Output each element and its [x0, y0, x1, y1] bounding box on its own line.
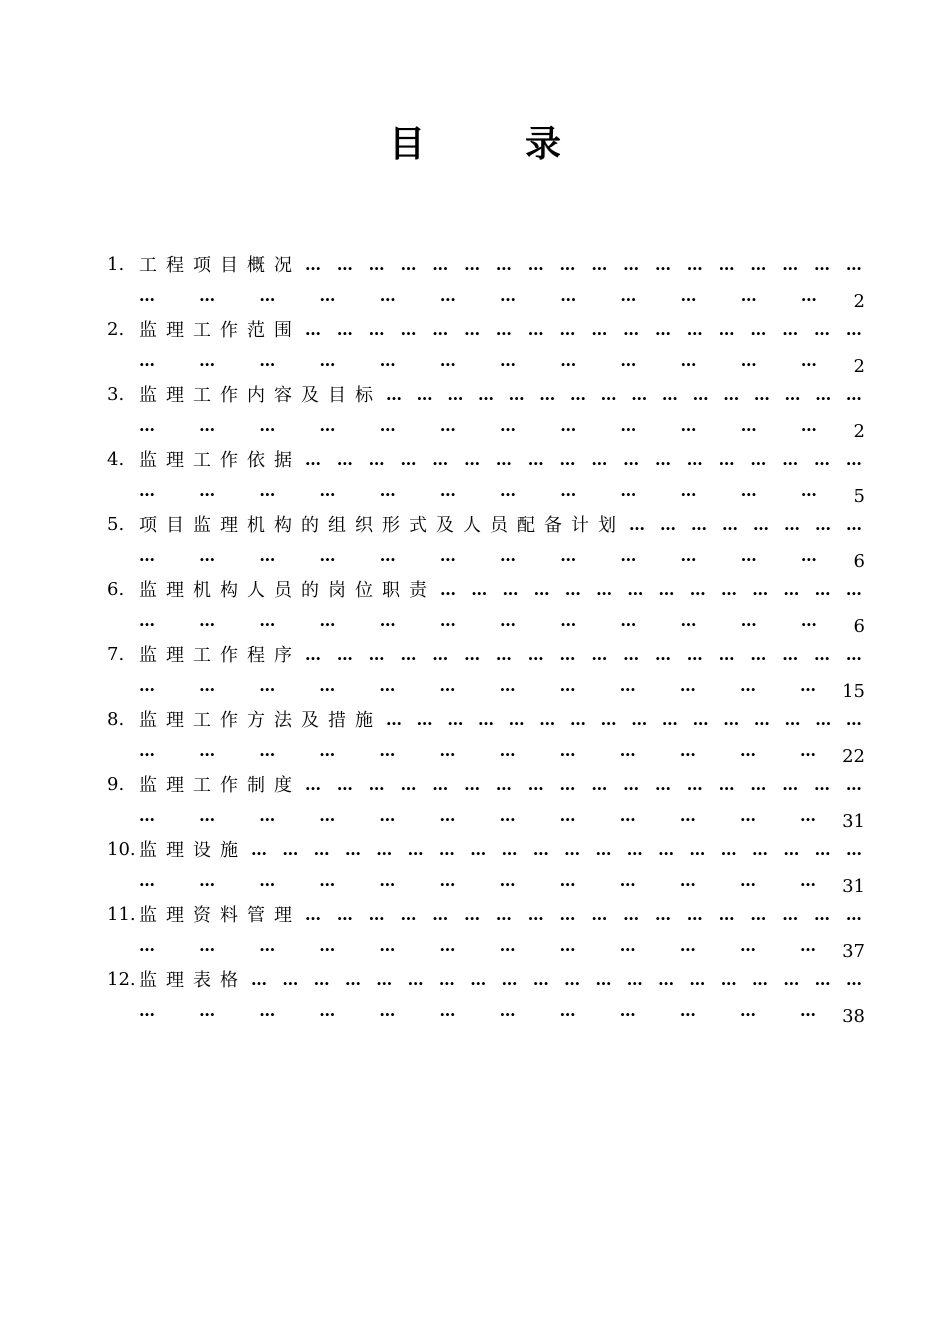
toc-dot-leader: … … … … … … … … … … … … … … … … … … — [305, 254, 862, 274]
toc-entry-leader-line — [139, 865, 865, 895]
table-of-contents — [0, 250, 950, 1030]
toc-entry-title: 监理工作依据 — [139, 450, 301, 471]
toc-heading-char-1: 目 — [388, 123, 425, 165]
toc-entry-page-number: 2 — [853, 420, 865, 442]
toc-entry-number: 10. — [107, 838, 136, 860]
toc-dot-leader: … … … … … … … … … … … … … … — [440, 579, 862, 599]
toc-entry-page-number: 37 — [842, 940, 865, 962]
toc-entry-number: 11. — [107, 903, 136, 925]
toc-entry-title: 监理设施 — [139, 840, 247, 861]
toc-entry[interactable] — [0, 640, 950, 705]
toc-dot-leader: … … … … … … … … … … … … — [139, 805, 817, 825]
toc-dot-leader: … … … … … … … … … … … … — [139, 545, 817, 565]
toc-entry-title-line — [107, 965, 862, 993]
toc-entry[interactable] — [0, 250, 950, 315]
toc-entry-title-line — [107, 900, 862, 928]
toc-dot-leader: … … … … … … … … … … … … — [139, 740, 817, 760]
toc-entry[interactable] — [0, 510, 950, 575]
toc-entry[interactable] — [0, 900, 950, 965]
toc-entry[interactable] — [0, 575, 950, 640]
toc-dot-leader: … … … … … … … … … … … … — [139, 285, 817, 305]
toc-entry-leader-line — [139, 995, 865, 1025]
toc-entry-title: 监理资料管理 — [139, 905, 301, 926]
toc-entry-number: 8. — [107, 708, 125, 730]
toc-entry-page-number: 6 — [853, 615, 865, 637]
toc-dot-leader: … … … … … … … … … … … … … … … … … … — [305, 644, 862, 664]
toc-heading — [0, 122, 950, 166]
toc-entry-leader-line — [139, 735, 865, 765]
toc-entry-leader-line — [139, 410, 865, 440]
toc-entry-number: 1. — [107, 253, 125, 275]
toc-dot-leader: … … … … … … … … … … … … … … … … — [386, 709, 862, 729]
toc-entry[interactable] — [0, 315, 950, 380]
toc-entry-page-number: 6 — [853, 550, 865, 572]
toc-entry-title-line — [107, 835, 862, 863]
toc-entry-number: 2. — [107, 318, 125, 340]
toc-dot-leader: … … … … … … … … … … … … — [139, 675, 817, 695]
toc-entry[interactable] — [0, 380, 950, 445]
toc-entry-number: 12. — [107, 968, 136, 990]
toc-dot-leader: … … … … … … … … … … … … — [139, 350, 817, 370]
toc-entry-title-line — [107, 250, 862, 278]
toc-dot-leader: … … … … … … … … … … … … … … … … … … — [305, 449, 862, 469]
toc-entry-number: 5. — [107, 513, 125, 535]
toc-entry-leader-line — [139, 800, 865, 830]
toc-dot-leader: … … … … … … … … … … … … — [139, 1000, 817, 1020]
toc-dot-leader: … … … … … … … … … … … … — [139, 610, 817, 630]
toc-entry-page-number: 22 — [842, 745, 865, 767]
toc-entry[interactable] — [0, 705, 950, 770]
toc-entry-title-line — [107, 445, 862, 473]
toc-entry-leader-line — [139, 345, 865, 375]
toc-dot-leader: … … … … … … … … … … … … … … … … … … … … — [251, 969, 862, 989]
toc-entry-page-number: 15 — [842, 680, 865, 702]
toc-entry-page-number: 2 — [853, 355, 865, 377]
toc-entry-page-number: 31 — [842, 875, 865, 897]
toc-entry-leader-line — [139, 540, 865, 570]
toc-entry-leader-line — [139, 605, 865, 635]
toc-entry-title: 监理工作方法及措施 — [139, 710, 382, 731]
toc-dot-leader: … … … … … … … … … … … … … … … … — [386, 384, 862, 404]
toc-entry-number: 4. — [107, 448, 125, 470]
toc-dot-leader: … … … … … … … … … … … … … … … … … … — [305, 319, 862, 339]
toc-dot-leader: … … … … … … … … … … … … — [139, 870, 817, 890]
toc-entry-title: 工程项目概况 — [139, 255, 301, 276]
toc-entry-title-line — [107, 315, 862, 343]
toc-entry-leader-line — [139, 670, 865, 700]
toc-entry-title: 项目监理机构的组织形式及人员配备计划 — [139, 515, 625, 536]
toc-entry-title-line — [107, 380, 862, 408]
toc-entry[interactable] — [0, 965, 950, 1030]
toc-entry-title-line — [107, 640, 862, 668]
toc-dot-leader: … … … … … … … … … … … … … … … … … … … … — [251, 839, 862, 859]
toc-entry-page-number: 2 — [853, 290, 865, 312]
toc-entry[interactable] — [0, 445, 950, 510]
toc-dot-leader: … … … … … … … … … … … … — [139, 415, 817, 435]
toc-dot-leader: … … … … … … … … … … … … … … … … … … — [305, 904, 862, 924]
toc-entry-title: 监理工作程序 — [139, 645, 301, 666]
toc-entry-leader-line — [139, 930, 865, 960]
toc-entry-number: 9. — [107, 773, 125, 795]
toc-entry-page-number: 5 — [853, 485, 865, 507]
toc-entry-number: 3. — [107, 383, 125, 405]
toc-entry-page-number: 31 — [842, 810, 865, 832]
toc-entry-page-number: 38 — [842, 1005, 865, 1027]
toc-entry-title: 监理表格 — [139, 970, 247, 991]
toc-entry-title-line — [107, 705, 862, 733]
toc-dot-leader: … … … … … … … … … … … … — [139, 480, 817, 500]
toc-dot-leader: … … … … … … … … — [629, 514, 862, 534]
toc-entry-leader-line — [139, 475, 865, 505]
toc-entry-title-line — [107, 510, 862, 538]
toc-entry-title: 监理工作范围 — [139, 320, 301, 341]
toc-entry-title: 监理工作内容及目标 — [139, 385, 382, 406]
toc-dot-leader: … … … … … … … … … … … … … … … … … … — [305, 774, 862, 794]
toc-entry-leader-line — [139, 280, 865, 310]
toc-dot-leader: … … … … … … … … … … … … — [139, 935, 817, 955]
toc-entry-number: 7. — [107, 643, 125, 665]
toc-entry-title-line — [107, 770, 862, 798]
toc-entry[interactable] — [0, 835, 950, 900]
toc-entry-number: 6. — [107, 578, 125, 600]
toc-entry[interactable] — [0, 770, 950, 835]
toc-entry-title-line — [107, 575, 862, 603]
toc-heading-char-2: 录 — [525, 123, 562, 165]
toc-entry-title: 监理机构人员的岗位职责 — [139, 580, 436, 601]
toc-entry-title: 监理工作制度 — [139, 775, 301, 796]
